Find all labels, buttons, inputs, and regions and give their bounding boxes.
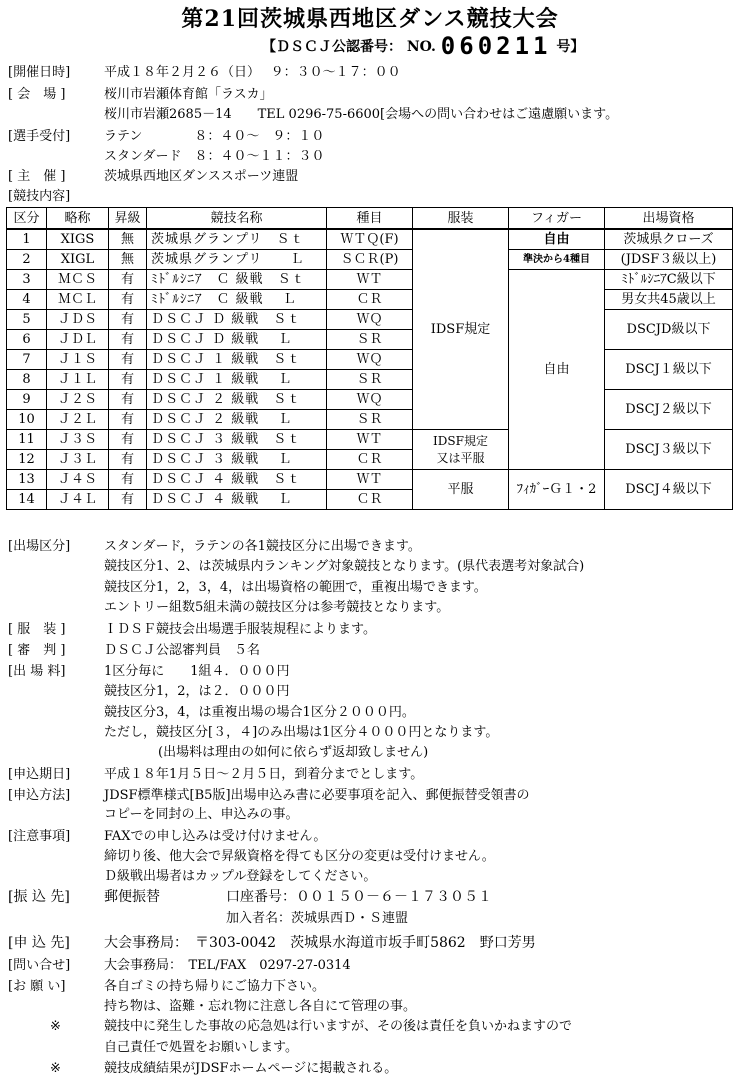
transfer-row (8, 888, 160, 907)
table-row (7, 250, 733, 270)
fee-line: 競技区分3，4，は重複出場の場合1区分２０００円。 (104, 705, 415, 720)
table-row (7, 310, 733, 330)
table-row (7, 350, 733, 370)
venue-value: 桜川市岩瀬体育館「ラスカ」 (104, 87, 273, 102)
cell-no: 11 (7, 430, 47, 450)
cell-event: ＷＴ (327, 430, 413, 450)
asterisk-mark: ※ (50, 1019, 61, 1034)
page-title: 第21回茨城県西地区ダンス競技大会 (181, 6, 559, 32)
cell-name: ＤＳＣＪ Ｄ 級戦 Ｌ (147, 330, 327, 350)
fee-row (8, 662, 290, 681)
entry-line: スタンダード，ラテンの各1競技区分に出場できます。 (104, 539, 421, 554)
transfer-method: 郵便振替 (104, 889, 160, 905)
deadline-value: 平成１８年1月５日～２月５日，到着分までとします。 (104, 767, 424, 782)
fee-line: ただし，競技区分[３，４]のみ出場は1区分４０００円となります。 (104, 725, 499, 740)
cell-event: ＷＴＱ(F) (327, 229, 413, 250)
deadline-row (8, 765, 423, 784)
method-label: [申込方法] (8, 788, 71, 803)
judge-label: [ 審 判 ] (8, 643, 66, 658)
cell-abbr: ＭＣＬ (47, 290, 109, 310)
apply-value: 大会事務局： 〒303-0042 茨城県水海道市坂手町5862 野口芳男 (104, 935, 536, 951)
cell-qual: DSCJD級以下 (605, 310, 733, 350)
venue-address: 桜川市岩瀬2685－14 TEL 0296-75-6600[会場への問い合わせはご遠慮願います。 (104, 107, 619, 122)
cell-name: ＤＳＣＪ ２ 級戦 Ｓｔ (147, 390, 327, 410)
cell-qual: DSCJ４級以下 (605, 470, 733, 510)
cell-qual: 茨城県クローズ (605, 229, 733, 250)
cell-abbr: Ｊ４Ｓ (47, 470, 109, 490)
cell-abbr: ＭＣＳ (47, 270, 109, 290)
cell-no: 5 (7, 310, 47, 330)
request-line: 各自ゴミの持ち帰りにご協力下さい。 (104, 979, 326, 994)
cell-abbr: ＪＤＬ (47, 330, 109, 350)
dress-mixed-line1: IDSF規定 (433, 433, 488, 448)
transfer-name: 加入者名：茨城県西Ｄ・Ｓ連盟 (226, 911, 409, 926)
cell-figure-final: 準決から4種目 (509, 250, 605, 270)
cell-name: 茨城県グランプリ Ｓｔ (147, 229, 327, 250)
contact-value: 大会事務局： TEL/FAX 0297-27-0314 (104, 958, 351, 973)
cell-promo: 無 (109, 229, 147, 250)
cell-no: 7 (7, 350, 47, 370)
cell-name: ＤＳＣＪ ４ 級戦 Ｓｔ (147, 470, 327, 490)
transfer-label: [振 込 先] (8, 889, 70, 905)
table-row (7, 390, 733, 410)
cell-event: ＷＴ (327, 470, 413, 490)
cell-name: ＤＳＣＪ １ 級戦 Ｌ (147, 370, 327, 390)
cell-qual: (JDSF３級以上) (605, 250, 733, 270)
request-label: [お 願 い] (8, 979, 66, 994)
cell-promo: 有 (109, 330, 147, 350)
cell-name: ﾐﾄﾞﾙｼﾆｱ Ｃ 級戦 Ｓｔ (147, 270, 327, 290)
organizer-row (8, 168, 298, 186)
cell-name: ＤＳＣＪ ２ 級戦 Ｌ (147, 410, 327, 430)
cell-event: ＳＲ (327, 330, 413, 350)
cell-promo: 有 (109, 310, 147, 330)
judge-row (8, 641, 260, 660)
cell-promo: 無 (109, 250, 147, 270)
fee-line: (出場料は理由の如何に依らず返却致しません) (158, 745, 429, 760)
caution-label: [注意事項] (8, 829, 71, 844)
competition-table (6, 207, 733, 510)
fee-line: 競技区分1，2，は２．０００円 (104, 684, 290, 699)
contact-label: [問い合せ] (8, 958, 71, 973)
cell-no: 14 (7, 490, 47, 510)
cell-dress-mixed (413, 430, 509, 470)
dress-value: ＩＤＳＦ競技会出場選手服装規程によります。 (104, 622, 376, 637)
cell-qual: ﾐﾄﾞﾙｼﾆｱC級以下 (605, 270, 733, 290)
dress-mixed-line2: 又は平服 (436, 450, 485, 465)
cell-figure-free: 自由 (509, 270, 605, 470)
reception-label: [選手受付] (8, 129, 71, 144)
col-header: 昇級 (109, 208, 147, 230)
entry-label: [出場区分] (8, 539, 71, 554)
method-row (8, 786, 530, 805)
contact-row (8, 956, 351, 975)
cell-figure-free: 自由 (509, 229, 605, 250)
method-line: コピーを同封の上、申込みの事。 (104, 807, 299, 822)
cell-abbr: XIGS (47, 229, 109, 250)
cell-promo: 有 (109, 470, 147, 490)
cell-abbr: Ｊ３Ｓ (47, 430, 109, 450)
cell-abbr: XIGL (47, 250, 109, 270)
cell-figure-g12: ﾌｨｶﾞｰＧ１・2 (509, 470, 605, 510)
sanction-prefix: 【ＤＳＣＪ公認番号： NO. (262, 39, 436, 55)
cell-promo: 有 (109, 390, 147, 410)
col-header: 服装 (413, 208, 509, 230)
cell-event: ＳＲ (327, 370, 413, 390)
cell-qual: 男女共45歳以上 (605, 290, 733, 310)
cell-dress-plain: 平服 (413, 470, 509, 510)
col-header: 出場資格 (605, 208, 733, 230)
cell-event: ＳＣＲ(P) (327, 250, 413, 270)
sanction-suffix: 号】 (556, 39, 585, 55)
cell-no: 13 (7, 470, 47, 490)
col-header: 種目 (327, 208, 413, 230)
contents-label: [競技内容] (8, 189, 71, 204)
cell-name: ＤＳＣＪ ３ 級戦 Ｌ (147, 450, 327, 470)
cell-promo: 有 (109, 450, 147, 470)
cell-name: ＤＳＣＪ １ 級戦 Ｓｔ (147, 350, 327, 370)
cell-event: ＷＱ (327, 390, 413, 410)
cell-no: 12 (7, 450, 47, 470)
cell-event: ＷＱ (327, 310, 413, 330)
reception-standard: スタンダード ８：４０～１１：３０ (104, 149, 325, 164)
cell-promo: 有 (109, 430, 147, 450)
organizer-value: 茨城県西地区ダンススポーツ連盟 (104, 169, 299, 184)
cell-no: 1 (7, 229, 47, 250)
cell-event: ＷＴ (327, 270, 413, 290)
fee-line: 1区分毎に 1組４．０００円 (104, 664, 290, 679)
cell-no: 4 (7, 290, 47, 310)
table-row (7, 430, 733, 450)
apply-row (8, 934, 536, 953)
col-header: 競技名称 (147, 208, 327, 230)
transfer-account: 口座番号：００１５０－６－１７３０５１ (226, 889, 492, 905)
cell-promo: 有 (109, 490, 147, 510)
cell-abbr: Ｊ２Ｓ (47, 390, 109, 410)
cell-abbr: Ｊ１Ｌ (47, 370, 109, 390)
cell-promo: 有 (109, 270, 147, 290)
cell-event: ＣＲ (327, 290, 413, 310)
deadline-label: [申込期日] (8, 767, 71, 782)
cell-abbr: Ｊ２Ｌ (47, 410, 109, 430)
cell-no: 6 (7, 330, 47, 350)
cell-name: 茨城県グランプリ Ｌ (147, 250, 327, 270)
cell-promo: 有 (109, 290, 147, 310)
request-row (8, 977, 325, 996)
sanction-number (262, 32, 584, 60)
cell-dress-idsf: IDSF規定 (413, 229, 509, 430)
cell-qual: DSCJ１級以下 (605, 350, 733, 390)
entry-line: 競技区分1、2、は茨城県内ランキング対象競技となります。(県代表選考対象試合) (104, 559, 585, 574)
venue-label: [ 会 場 ] (8, 87, 66, 102)
cell-promo: 有 (109, 350, 147, 370)
col-header: 区分 (7, 208, 47, 230)
cell-qual: DSCJ２級以下 (605, 390, 733, 430)
cell-abbr: Ｊ１Ｓ (47, 350, 109, 370)
date-label: [開催日時] (8, 65, 71, 80)
dress-label: [ 服 装 ] (8, 622, 66, 637)
asterisk-mark: ※ (50, 1061, 61, 1076)
date-value: 平成１８年２月２６（日） ９：３０～１７：００ (104, 65, 401, 80)
reception-row (8, 128, 324, 146)
cell-event: ＣＲ (327, 490, 413, 510)
col-header: フィガー (509, 208, 605, 230)
apply-label: [申 込 先] (8, 935, 70, 951)
cell-no: 10 (7, 410, 47, 430)
cell-event: ＷＱ (327, 350, 413, 370)
cell-abbr: ＪＤＳ (47, 310, 109, 330)
caution-row (8, 827, 326, 846)
method-line: JDSF標準様式[B5版]出場申込み書に必要事項を記入、郵便振替受領書の (104, 788, 530, 803)
request-line: 競技中に発生した事故の応急処は行いますが、その後は責任を負いかねますので (104, 1019, 573, 1034)
cell-event: ＣＲ (327, 450, 413, 470)
cell-promo: 有 (109, 370, 147, 390)
col-header: 略称 (47, 208, 109, 230)
cell-abbr: Ｊ３Ｌ (47, 450, 109, 470)
cell-abbr: Ｊ４Ｌ (47, 490, 109, 510)
entry-line: 競技区分1，2，3，4，は出場資格の範囲で，重複出場できます。 (104, 580, 487, 595)
reception-latin: ラテン ８：４０～ ９：１０ (104, 129, 325, 144)
request-line: 競技成績結果がJDSFホームページに掲載される。 (104, 1061, 398, 1076)
cell-no: 2 (7, 250, 47, 270)
date-row (8, 64, 401, 82)
dress-row (8, 620, 376, 639)
request-line: 自己責任で処置をお願いします。 (104, 1040, 298, 1055)
caution-line: 締切り後、他大会で昇級資格を得ても区分の変更は受付けません。 (104, 849, 495, 864)
cell-name: ＤＳＣＪ ４ 級戦 Ｌ (147, 490, 327, 510)
cell-no: 8 (7, 370, 47, 390)
table-row (7, 470, 733, 490)
table-row (7, 229, 733, 250)
judge-value: ＤＳＣＪ公認審判員 ５名 (104, 643, 261, 658)
caution-line: FAXでの申し込みは受け付けません。 (104, 829, 327, 844)
venue-row (8, 86, 273, 104)
cell-promo: 有 (109, 410, 147, 430)
cell-no: 9 (7, 390, 47, 410)
fee-label: [出 場 料] (8, 664, 66, 679)
cell-no: 3 (7, 270, 47, 290)
sanction-digits: 060211 (440, 32, 552, 60)
entry-line: エントリー組数5組未満の競技区分は参考競技となります。 (104, 600, 450, 615)
table-row (7, 290, 733, 310)
table-header-row (7, 208, 733, 230)
caution-line: Ｄ級戦出場者はカップル登録をしてください。 (104, 869, 377, 884)
entry-row (8, 537, 421, 556)
request-line: 持ち物は、盗難・忘れ物に注意し各自にて管理の事。 (104, 999, 417, 1014)
table-row (7, 270, 733, 290)
cell-name: ﾐﾄﾞﾙｼﾆｱ Ｃ 級戦 Ｌ (147, 290, 327, 310)
cell-name: ＤＳＣＪ ３ 級戦 Ｓｔ (147, 430, 327, 450)
organizer-label: [ 主 催 ] (8, 169, 66, 184)
cell-qual: DSCJ３級以下 (605, 430, 733, 470)
cell-name: ＤＳＣＪ Ｄ 級戦 Ｓｔ (147, 310, 327, 330)
cell-event: ＳＲ (327, 410, 413, 430)
